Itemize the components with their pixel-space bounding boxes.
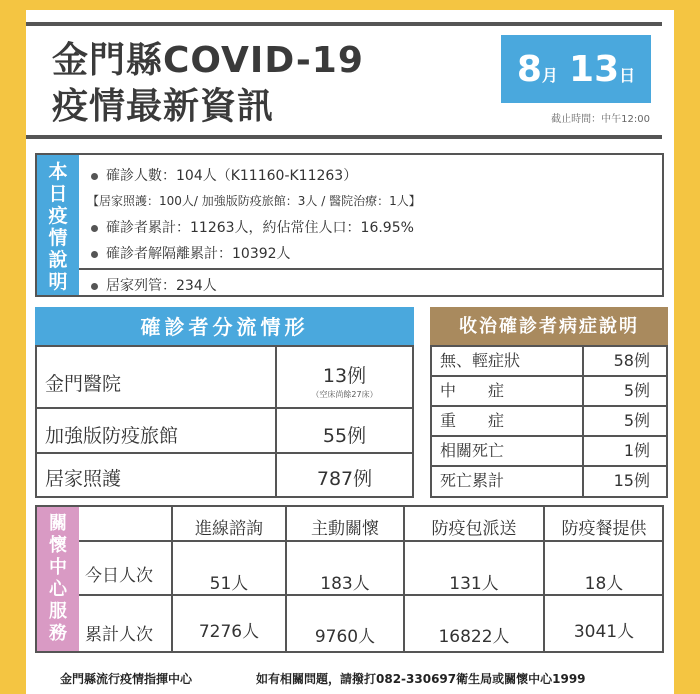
symptom-title: 收治確診者病症說明: [430, 307, 668, 347]
today-side-label: [37, 155, 79, 295]
date-day-unit: 日: [619, 66, 636, 85]
side-char: 務: [49, 623, 67, 644]
distribution-title: 確診者分流情形: [35, 307, 414, 347]
table-row: [432, 467, 666, 497]
table-row: [432, 377, 666, 407]
table-row: [37, 409, 412, 454]
bullet-icon: [91, 251, 98, 258]
date-day: 13: [569, 49, 620, 90]
released-line: [91, 243, 291, 263]
side-char: 關: [49, 513, 67, 534]
side-char: 疫: [48, 205, 68, 227]
table-row: [432, 407, 666, 437]
top-divider: [26, 22, 662, 26]
row-label: 重 症: [440, 411, 505, 430]
title-line-1: 金門縣COVID-19: [52, 40, 364, 81]
bullet-icon: [91, 173, 98, 180]
row-value: 58例: [613, 351, 650, 370]
row-value: 5例: [623, 381, 650, 400]
date-month-unit: 月: [541, 66, 558, 85]
side-char: 本: [48, 161, 68, 183]
confirmed-text: 確診人數：104人（K11160-K11263）: [106, 168, 358, 184]
today-divider: [79, 268, 662, 270]
confirmed-line: [91, 165, 357, 185]
title-line-2: 疫情最新資訊: [52, 86, 275, 127]
cell-value: 51人: [209, 574, 249, 594]
row-label: 居家照護: [45, 468, 122, 490]
row-value: 13例: [322, 365, 367, 387]
row-value: 55例: [322, 425, 367, 447]
footer-org: 金門縣流行疫情指揮中心: [60, 672, 193, 686]
column-header: 防疫餐提供: [561, 519, 647, 539]
row-label: 今日人次: [85, 566, 153, 586]
page-title: [52, 38, 364, 130]
side-char: 中: [49, 557, 67, 578]
row-value: 787例: [316, 468, 373, 490]
bullet-icon: [91, 225, 98, 232]
column-header: 主動關懷: [311, 519, 379, 539]
row-divider: [79, 540, 662, 542]
date-month: 8: [516, 49, 542, 90]
row-label: 金門醫院: [45, 373, 122, 395]
row-note: （空床尚餘27床）: [311, 390, 378, 399]
column-header: 進線諮詢: [195, 519, 263, 539]
cell-value: 7276人: [198, 622, 260, 642]
bullet-icon: [91, 283, 98, 290]
footer-contact: 如有相關問題，請撥打082-330697衛生局或關懷中心1999: [256, 672, 586, 686]
side-char: 說: [48, 249, 68, 271]
cumulative-line: [91, 217, 414, 237]
date-box: [501, 35, 651, 103]
side-char: 服: [49, 601, 67, 622]
cutoff-time: 截止時間：中午12:00: [551, 114, 650, 125]
header-divider: [26, 135, 662, 139]
side-char: 懷: [49, 535, 67, 556]
care-center-table: [35, 505, 664, 653]
distribution-table: [35, 345, 414, 498]
side-char: 心: [49, 579, 67, 600]
cell-value: 18人: [584, 574, 624, 594]
table-row: [37, 347, 412, 409]
side-char: 明: [48, 271, 68, 293]
row-label: 死亡累計: [440, 471, 505, 490]
cell-value: 9760人: [314, 627, 376, 647]
side-char: 日: [48, 183, 68, 205]
row-divider: [79, 594, 662, 596]
cell-value: 131人: [449, 574, 499, 594]
row-value: 5例: [623, 411, 650, 430]
cumulative-text: 確診者累計：11263人，約佔常住人口：16.95%: [106, 220, 414, 236]
cell-value: 183人: [320, 574, 370, 594]
table-row: [37, 454, 412, 496]
row-value: 1例: [623, 441, 650, 460]
released-text: 確診者解隔離累計：10392人: [106, 246, 291, 262]
symptom-table: [430, 345, 668, 498]
home-monitor-text: 居家列管：234人: [106, 278, 217, 294]
row-label: 加強版防疫旅館: [45, 425, 179, 447]
row-label: 中 症: [440, 381, 505, 400]
row-label: 相關死亡: [440, 441, 505, 460]
cell-value: 3041人: [573, 622, 635, 642]
table-row: [432, 437, 666, 467]
care-side-label: [37, 507, 79, 651]
breakdown-line: 【居家照護：100人/ 加強版防疫旅館：3人 / 醫院治療：1人】: [87, 194, 421, 208]
row-label: 累計人次: [85, 625, 153, 645]
table-row: [432, 347, 666, 377]
home-monitor-line: [91, 275, 217, 295]
cell-value: 16822人: [438, 627, 510, 647]
row-label: 無、輕症狀: [440, 351, 521, 370]
today-summary-panel: [35, 153, 664, 297]
side-char: 情: [48, 227, 68, 249]
column-header: 防疫包派送: [431, 519, 517, 539]
row-value: 15例: [613, 471, 650, 490]
